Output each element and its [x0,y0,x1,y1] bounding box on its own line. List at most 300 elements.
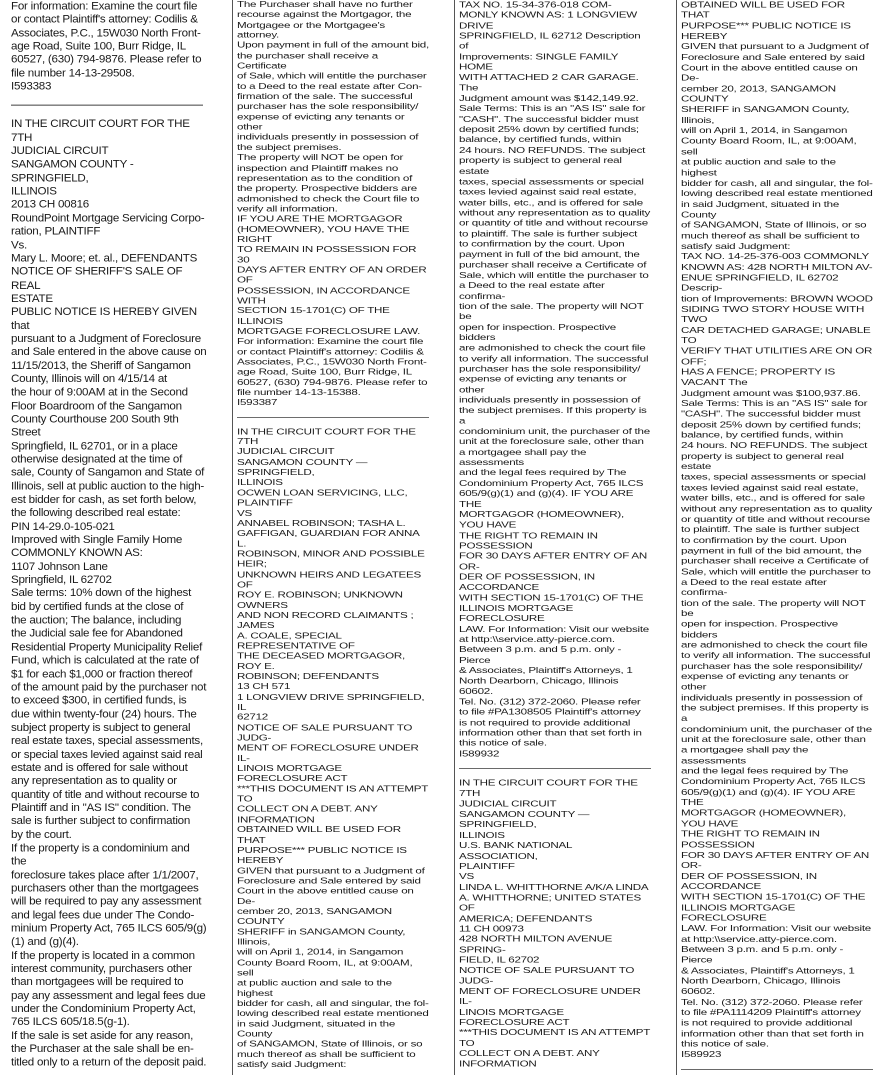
notice-line: minium Property Act, 765 ILCS 605/9(g) [11,922,207,935]
notice-line: titled only to a return of the deposit paid. [11,1056,207,1069]
notice-line: Floor Boardroom of the Sangamon [11,399,182,412]
notice-line: representation as to the condition of [237,173,413,183]
notice-line: County Board Room, IL, at 9:00AM, sell [681,136,860,157]
notice-line: is not required to provide additional [459,717,631,728]
notice-line: in said Judgment, situated in the County [681,199,843,220]
notice-line: The property will NOT be open for [237,153,404,163]
notice-line: to a Deed to the real estate after Con- [237,81,422,91]
notice-line: Mary L. Moore; et. al., DEFENDANTS [11,252,198,265]
notice-line: LINOIS MORTGAGE FORECLOSURE ACT [459,1007,570,1028]
section-divider [237,417,429,418]
notice-line: to confirmation by the court. Upon [459,239,625,249]
notice-line: ILLINOIS MORTGAGE FORECLOSURE [681,902,799,923]
notice-line: County Board Room, IL, at 9:00AM, sell [237,957,416,978]
notice-line: Plaintiff and in "AS IS" condition. The [11,801,191,814]
notice-line: IN THE CIRCUIT COURT FOR THE 7TH [11,118,193,144]
notice-line: individuals presently in possession of [459,395,641,405]
notice-line: Associates, P.C., 15W030 North Front- [11,26,201,39]
notice-line: LAW. For Information: Visit our website [459,624,649,634]
notice-line: cember 20, 2013, SANGAMON COUNTY [237,906,395,927]
notice-line: Between 3 p.m. and 5 p.m. only - Pierce [459,645,625,665]
notice-line: of SANGAMON, State of Illinois, or so [681,220,867,230]
notice-line: balance, by certified funds, within [681,430,844,440]
notice-line: COLLECT ON A DEBT. ANY INFORMATION [459,1048,603,1069]
notice-line: ROY E. ROBINSON; UNKNOWN OWNERS [237,590,406,610]
notice-line: PIN 14-29.0-105-021 [11,520,115,533]
notice-line: purchaser shall receive a Certificate of [681,556,869,566]
notice-line: CAR DETACHED GARAGE; UNABLE TO [681,325,874,346]
notice-line: AND NON RECORD CLAIMANTS ; JAMES [237,610,417,631]
notice-line: a mortgagee shall pay the assessments [459,447,590,468]
notice-line: of Sale, which will entitle the purchaser [237,71,427,81]
notice-line: Between 3 p.m. and 5 p.m. only - Pierce [681,944,847,965]
notice-line: LINDA L. WHITTHORNE A/K/A LINDA [459,882,649,892]
notice-line: to plaintiff. The sale is further subject [681,524,860,535]
notice-line: pursuant to a Judgment of Foreclosure [11,332,201,345]
notice-line: PURPOSE*** PUBLIC NOTICE IS HEREBY [237,845,410,866]
notice-line: sale, County of Sangamon and State of [11,466,205,479]
notice-line: real estate taxes, special assessments, [11,734,203,747]
notice-line: bidder for cash, all and singular, the fol- [237,998,429,1009]
notice-line: Associates, P.C., 15W030 North Front- [237,357,427,367]
notice-line: & Associates, Plaintiff's Attorneys, 1 [459,665,633,676]
notice-line: RoundPoint Mortgage Servicing Corpo- [11,211,205,225]
notice-line: PLAINTIFF [459,861,515,872]
notice-line: any representation as to quality or [11,774,177,788]
notice-line: or quantity of title and without recourse [459,218,648,228]
notice-line: 605/9(g)(1) and (g)(4). IF YOU ARE THE [459,489,637,509]
notice-line: foreclosure takes place after 1/1/2007, [11,868,199,881]
notice-line: 60527, (630) 794-9876. Please refer to [11,53,202,66]
notice-line: a Deed to the real estate after confirma- [681,577,830,598]
notice-line: without any representation as to quality [681,503,873,514]
notice-line: inspection and Plaintiff makes no [237,163,399,173]
notice-line: (1) and (g)(4). [11,935,79,948]
column-2 [232,0,429,1075]
legal-notice [237,0,429,408]
notice-line: satisfy said Judgment: [237,1060,347,1070]
notice-line: to file #PA1308505 Plaintiff's attorney [459,707,641,717]
notice-line: payment in full of the bid amount, the [459,249,640,260]
legal-notice [237,427,429,1070]
notice-line: Judgment amount was $100,937.86. [681,388,861,398]
notice-line: ILLINOIS [459,830,505,840]
notice-line: interest community, purchasers other [11,962,192,975]
notice-line: is not required to provide additional [681,1018,853,1028]
notice-line: condominium unit, the purchaser of the [681,724,872,734]
notice-line: Judgment amount was $142,149.92. [459,93,639,104]
notice-line: ILLINOIS MORTGAGE FORECLOSURE [459,603,577,624]
notice-line: bidder for cash, all and singular, the fol- [681,178,873,188]
notice-line: the subject premises. If this property is a [459,405,650,426]
notice-line: Court in the above entitled cause on De- [237,886,417,906]
notice-line: and Sale entered in the above cause on [11,345,207,359]
notice-line: I589923 [681,1049,722,1060]
notice-line: DER OF POSSESSION, IN ACCORDANCE [681,871,820,892]
notice-line: NOTICE OF SALE PURSUANT TO JUDG- [459,965,638,986]
notice-line: 11 CH 00973 [459,924,524,934]
notice-line: County, Illinois will on 4/15/14 at [11,372,168,385]
notice-line: cember 20, 2013, SANGAMON COUNTY [681,83,839,104]
notice-line: The Purchaser shall have no further [237,0,413,10]
notice-line: (HOMEOWNER), YOU HAVE THE RIGHT [237,224,413,245]
notice-line: the Purchaser at the sale shall be en- [11,1043,194,1056]
notice-line: taxes levied against said real estate, [459,187,637,197]
notice-line: this notice of sale. [681,1039,769,1049]
notice-line: $1 for each $1,000 or fraction thereof [11,667,193,680]
notice-line: open for inspection. Prospective bidders [459,322,619,343]
notice-line: the subject premises. If this property is a [681,703,872,724]
notice-line: expense of evicting any tenants or other [459,374,630,395]
notice-line: tion of the sale. The property will NOT be [681,598,869,619]
notice-line: JUDICIAL CIRCUIT [11,144,109,158]
notice-line: SECTION 15-1701(C) OF THE ILLINOIS [237,306,393,326]
notice-line: by the court. [11,828,72,841]
notice-line: SANGAMON COUNTY — SPRINGFIELD, [459,809,593,830]
notice-line: purchaser has the sole responsibility/ [237,102,419,112]
notice-line: a mortgagee shall pay the assessments [681,745,812,766]
notice-line: & Associates, Plaintiff's Attorneys, 1 [681,965,855,976]
notice-line: the auction; The balance, including [11,614,182,627]
notice-line: unit at the foreclosure sale, other than [681,734,866,745]
notice-line: file number 14-13-15388. [237,388,361,398]
notice-line: the following described real estate: [11,506,181,519]
notice-line: TAX NO. 14-25-376-003 COMMONLY [681,251,869,262]
notice-line: at http:\\service.atty-pierce.com. [459,634,615,645]
notice-line: If the sale is set aside for any reason, [11,1029,194,1042]
notice-line: LAW. For Information: Visit our website [681,923,871,934]
notice-line: ***THIS DOCUMENT IS AN ATTEMPT TO [459,1028,653,1049]
notice-line: I589932 [459,749,500,759]
notice-line: water bills, etc., and is offered for sale [681,493,865,503]
notice-line: IN THE CIRCUIT COURT FOR THE 7TH [459,778,641,799]
notice-line: I593387 [237,398,278,408]
notice-line: OBTAINED WILL BE USED FOR THAT [681,0,848,21]
notice-line: COMMONLY KNOWN AS: [11,547,143,560]
notice-line: of SANGAMON, State of Illinois, or so [237,1039,423,1049]
notice-line: 11/15/2013, the Sheriff of Sangamon [11,359,191,372]
notice-line: under the Condominium Property Act, [11,1002,196,1015]
notice-line: 428 NORTH MILTON AVENUE SPRING- [459,934,616,955]
notice-line: SHERIFF in SANGAMON County, Illinois, [681,104,853,125]
notice-line: to exceed $300, in certified funds, is [11,694,187,707]
notice-line: NOTICE OF SHERIFF'S SALE OF REAL [11,265,186,292]
notice-line: at public auction and sale to the highest [681,157,839,178]
notice-line: NOTICE OF SALE PURSUANT TO JUDG- [237,723,416,743]
notice-line: information other than that set forth in [681,1028,864,1039]
column-4 [676,0,876,1075]
notice-line: THE RIGHT TO REMAIN IN POSSESSION [681,829,823,850]
notice-line: AMERICA; DEFENDANTS [459,913,593,924]
notice-line: GAFFIGAN, GUARDIAN FOR ANNA L. [237,529,422,549]
notice-line: deposit 25% down by certified funds; [459,124,639,135]
notice-line: SANGAMON COUNTY — SPRINGFIELD, [237,457,371,478]
notice-line: lowing described real estate mentioned [237,1009,429,1019]
notice-line: balance, by certified funds, within [459,135,622,145]
notice-line: ENUE SPRINGFIELD, IL 62702 Descrip- [681,272,842,293]
notice-line: North Dearborn, Chicago, Illinois 60602. [681,976,844,997]
notice-line: the Judicial sale fee for Abandoned [11,627,183,640]
notice-line: the hour of 9:00AM at in the Second [11,386,188,399]
column-1 [11,0,207,1075]
notice-line: For information: Examine the court file [237,336,424,347]
notice-line: SPRINGFIELD, IL 62712 Description of [459,31,644,52]
notice-line: Illinois, sell at public auction to the high- [11,480,205,493]
notice-line: DAYS AFTER ENTRY OF AN ORDER OF [237,265,430,285]
notice-line: JUDICIAL CIRCUIT [459,799,557,809]
notice-line: individuals presently in possession of [237,132,419,143]
notice-line: Court in the above entitled cause on De- [681,62,861,83]
notice-line: OBTAINED WILL BE USED FOR THAT [237,825,404,845]
notice-line: the property. Prospective bidders are [237,183,417,194]
notice-line: Improved with Single Family Home [11,533,183,546]
legal-notice [459,0,651,760]
notice-line: Fund, which is calculated at the rate of [11,654,199,667]
notice-line: est bidder for cash, as set forth below, [11,493,197,506]
notice-line: file number 14-13-29508. [11,67,135,80]
notice-line: condominium unit, the purchaser of the [459,426,650,437]
notice-line: Springfield, IL 62701, or in a place [11,439,178,452]
notice-line: VS [459,872,474,882]
notice-line: ***THIS DOCUMENT IS AN ATTEMPT TO [237,784,431,804]
notice-line: without any representation as to quality [459,208,651,218]
notice-line: will be required to pay any assessment [11,895,202,908]
notice-line: Sale terms: 10% down of the highest [11,587,192,600]
notice-line: sale is further subject to confirmation [11,815,191,828]
notice-line: FOR 30 DAYS AFTER ENTRY OF AN OR- [681,850,872,871]
notice-line: taxes, special assessments or special [681,472,866,482]
notice-line: otherwise designated at the time of [11,453,183,466]
legal-notice [459,778,651,1069]
notice-line: PURPOSE*** PUBLIC NOTICE IS HEREBY [681,20,854,42]
notice-line: TAX NO. 15-34-376-018 COM- [459,0,612,10]
notice-line: and the legal fees required by The [459,468,627,478]
notice-line: to verify all information. The successful [681,650,871,661]
notice-line: VERIFY THAT UTILITIES ARE ON OR OFF; [681,346,876,367]
notice-line: IN THE CIRCUIT COURT FOR THE 7TH [237,426,419,447]
notice-line: a Deed to the real estate after confirma- [459,280,608,301]
notice-line: THE DECEASED MORTGAGOR, ROY E. [237,651,408,672]
notice-line: admonished to check the Court file to [237,194,420,204]
notice-line: Sale Terms: This is an "AS IS" sale for [459,104,646,114]
notice-line: 13 CH 571 [237,682,291,692]
notice-line: Springfield, IL 62702 [11,573,112,587]
notice-line: SHERIFF in SANGAMON County, Illinois, [237,927,409,947]
notice-line: of the amount paid by the purchaser not [11,681,207,694]
notice-line: County Courthouse 200 South 9th Street [11,413,182,439]
notice-line: KNOWN AS: 428 NORTH MILTON AV- [681,262,873,272]
notice-line: Tel. No. (312) 372-2060. Please refer [681,997,863,1007]
notice-line: estate and is offered for sale without [11,761,188,774]
notice-line: unit at the foreclosure sale, other than [459,437,644,447]
notice-line: ROBINSON, MINOR AND POSSIBLE HEIR; [237,549,428,569]
notice-line: expense of evicting any tenants or other [681,671,852,692]
notice-line: tion of the sale. The property will NOT be [459,301,647,322]
notice-line: Improvements: SINGLE FAMILY HOME [459,52,622,72]
notice-line: the purchaser shall receive a Certificate [237,51,381,71]
notice-line: much thereof as shall be sufficient to [237,1049,416,1060]
notice-line: purchasers other than the mortgagees [11,882,199,895]
notice-line: MORTGAGE FORECLOSURE LAW. [237,326,421,337]
notice-line: ration, PLAINTIFF [11,225,101,238]
notice-line: quantity of title and without recourse to [11,788,200,801]
notice-line: recourse against the Mortgagor, the [237,10,412,20]
notice-line: TO REMAIN IN POSSESSION FOR 30 [237,245,420,265]
notice-line: and the legal fees required by The [681,766,849,776]
notice-line: pay any assessment and legal fees due [11,989,206,1002]
notice-line: much thereof as shall be sufficient to [681,230,860,241]
notice-line: will on April 1, 2014, in Sangamon [237,947,404,958]
notice-line: ESTATE [11,292,53,305]
notice-line: ILLINOIS [11,185,57,198]
notice-line: payment in full of the bid amount, the [681,545,862,556]
notice-line: verify all information. [237,204,338,214]
notice-line: firmation of the sale. The successful [237,91,413,102]
notice-line: GIVEN that pursuant to a Judgment of [237,866,425,876]
notice-line: 24 hours. NO REFUNDS. The subject [681,440,868,451]
notice-line: WITH SECTION 15-1701(C) OF THE [459,593,644,603]
notice-line: IF YOU ARE THE MORTGAGOR [237,214,403,224]
notice-line: 1107 Johnson Lane [11,560,108,573]
notice-line: HAS A FENCE; PROPERTY IS VACANT The [681,367,838,388]
notice-line: satisfy said Judgment: [681,241,791,251]
notice-line: to plaintiff. The sale is further subject [459,228,638,239]
notice-line: THE RIGHT TO REMAIN IN POSSESSION [459,530,601,551]
notice-line: 24 hours. NO REFUNDS. The subject [459,145,646,156]
notice-line: I593383 [11,80,52,93]
notice-line: MENT OF FORECLOSURE UNDER IL- [237,743,422,763]
notice-line: expense of evicting any tenants or other [237,112,408,132]
notice-line: Sale, which will entitle the purchaser to [459,270,649,280]
notice-line: tion of Improvements: BROWN WOOD [681,293,873,304]
notice-line: age Road, Suite 100, Burr Ridge, IL [11,40,186,53]
column-3 [454,0,651,1075]
legal-notice [11,0,207,94]
notice-line: LINOIS MORTGAGE FORECLOSURE ACT [237,763,348,784]
notice-line: "CASH". The successful bidder must [681,409,861,419]
notice-line: purchaser shall receive a Certificate of [459,260,647,270]
notice-line: ROBINSON; DEFENDANTS [237,672,379,682]
notice-line: subject property is subject to general [11,721,191,734]
notice-line: Sale, which will entitle the purchaser to [681,566,871,577]
notice-line: North Dearborn, Chicago, Illinois 60602. [459,676,622,697]
notice-line: Sale Terms: This is an "AS IS" sale for [681,398,868,409]
notice-line: than mortgagees will be required to [11,975,184,989]
notice-line: ANNABEL ROBINSON; TASHA L. [237,518,406,529]
notice-line: 2013 CH 00816 [11,198,89,211]
notice-line: UNKNOWN HEIRS AND LEGATEES OF [237,569,424,590]
notice-line: bid by certified funds at the close of [11,600,184,613]
notice-line: or quantity of title and without recourse [681,514,870,524]
notice-line: in said Judgment, situated in the County [237,1019,399,1039]
notice-line: 60527, (630) 794-9876. Please refer to [237,377,428,388]
notice-line: MONLY KNOWN AS: 1 LONGVIEW DRIVE [459,10,640,31]
notice-line: taxes, special assessments or special [459,176,644,187]
notice-line: purchaser has the sole responsibility/ [681,661,863,671]
notice-line: SIDING TWO STORY HOUSE WITH TWO [681,304,867,325]
section-divider [681,1069,873,1070]
notice-line: MORTGAGOR (HOMEOWNER), YOU HAVE [681,808,849,829]
notice-line: PUBLIC NOTICE IS HEREBY GIVEN that [11,305,200,332]
notice-line: this notice of sale. [459,738,547,749]
legal-notice [11,118,207,1070]
notice-line: COLLECT ON A DEBT. ANY INFORMATION [237,804,381,825]
notice-line: are admonished to check the court file [681,640,868,650]
notice-line: FIELD, IL 62702 [459,955,540,965]
notice-line: 62712 [237,712,268,723]
notice-line: property is subject to general real estate [681,451,847,472]
notice-line: at http:\\service.atty-pierce.com. [681,934,837,944]
notice-line: will on April 1, 2014, in Sangamon [681,125,848,136]
notice-line: JUDICIAL CIRCUIT [237,447,335,457]
notice-line: Residential Property Municipality Relief [11,640,203,654]
notice-line: DER OF POSSESSION, IN ACCORDANCE [459,572,598,593]
notice-line: 605/9(g)(1) and (g)(4). IF YOU ARE THE [681,787,859,808]
notice-line: WITH SECTION 15-1701(C) OF THE [681,892,866,902]
section-divider [459,768,651,769]
notice-line: or contact Plaintiff's attorney: Codilis & [11,13,198,26]
notice-line: 765 ILCS 605/18.5(g-1). [11,1016,130,1029]
notice-line: OCWEN LOAN SERVICING, LLC, [237,488,408,498]
notice-line: the subject premises. [237,142,342,153]
notice-line: at public auction and sale to the highest [237,978,395,998]
notice-line: 1 LONGVIEW DRIVE SPRINGFIELD, IL [237,692,428,712]
notice-line: WITH ATTACHED 2 CAR GARAGE. The [459,72,642,93]
notice-line: deposit 25% down by certified funds; [681,419,861,430]
notice-line: GIVEN that pursuant to a Judgment of [681,41,869,52]
notice-line: Condominium Property Act, 765 ILCS [459,478,644,489]
notice-line: are admonished to check the court file [459,343,646,353]
notice-line: MORTGAGOR (HOMEOWNER), YOU HAVE [459,509,627,530]
notice-line: FOR 30 DAYS AFTER ENTRY OF AN OR- [459,551,650,572]
notice-line: If the property is a condominium and the [11,841,193,868]
notice-line: Condominium Property Act, 765 ILCS [681,776,866,787]
notice-line: Upon payment in full of the amount bid, [237,40,429,51]
notice-line: POSSESSION, IN ACCORDANCE WITH [237,285,413,306]
notice-line: purchaser has the sole responsibility/ [459,364,641,374]
notice-line: Vs. [11,238,28,251]
notice-line: Foreclosure and Sale entered by said [681,52,865,63]
notice-line: property is subject to general real estate [459,156,625,176]
notice-line: Tel. No. (312) 372-2060. Please refer [459,697,641,707]
notice-line: individuals presently in possession of [681,692,863,703]
notice-line: A. COALE, SPECIAL REPRESENTATIVE OF [237,631,355,651]
notice-line: Mortgagee or the Mortgagee's attorney. [237,20,388,40]
notice-line: and legal fees due under The Condo- [11,908,195,922]
notice-line: water bills, etc., and is offered for sale [459,197,643,208]
notice-line: taxes levied against said real estate, [681,482,859,493]
notice-line: SANGAMON COUNTY - SPRINGFIELD, [11,158,137,184]
notice-line: VS [237,508,252,518]
notice-line: If the property is located in a common [11,949,195,962]
notice-line: or contact Plaintiff's attorney: Codilis & [237,347,424,357]
notice-line: to confirmation by the court. Upon [681,535,847,545]
notice-line: open for inspection. Prospective bidders [681,619,841,640]
section-divider [11,105,203,106]
notice-line: to file #PA1114209 Plaintiff's attorney [681,1007,861,1018]
notice-line: lowing described real estate mentioned [681,188,873,199]
notice-line: ILLINOIS [237,478,283,488]
notice-line: age Road, Suite 100, Burr Ridge, IL [237,367,412,377]
notice-line: U.S. BANK NATIONAL ASSOCIATION, [459,840,575,861]
notice-line: or special taxes levied against said real [11,748,203,761]
notice-line: Foreclosure and Sale entered by said [237,876,421,886]
notice-line: "CASH". The successful bidder must [459,114,639,124]
notice-line: information other than that set forth in [459,728,642,738]
notice-line: PLAINTIFF [237,498,293,508]
notice-line: to verify all information. The successful [459,353,649,364]
notice-line: MENT OF FORECLOSURE UNDER IL- [459,986,644,1007]
